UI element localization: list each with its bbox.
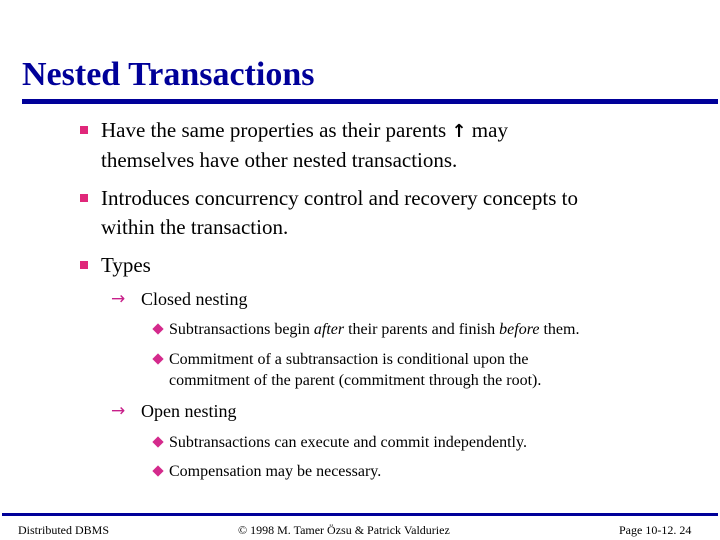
text: Commitment of a subtransaction is conditional upon the <box>169 351 529 368</box>
bullet-2-line2: within the transaction. <box>101 215 289 239</box>
bullet-1 <box>101 116 508 175</box>
diamond-bullet-icon <box>152 323 163 334</box>
open-item-1: Subtransactions can execute and commit independently. <box>169 434 527 451</box>
diamond-bullet-icon <box>152 436 163 447</box>
square-bullet-icon <box>80 194 88 202</box>
up-arrow-icon: ↑ <box>451 121 467 142</box>
bullet-1-text-cont: may <box>471 118 508 142</box>
arrow-bullet-icon: → <box>111 289 126 309</box>
text: their parents and finish <box>344 321 500 338</box>
arrow-bullet-icon: → <box>111 401 126 421</box>
square-bullet-icon <box>80 261 88 269</box>
bullet-1-text: Have the same properties as their parents <box>101 118 447 142</box>
text: commitment of the parent (commitment through the root). <box>169 372 542 389</box>
closed-item-2 <box>169 349 541 391</box>
bullet-1-line2: themselves have other nested transactions. <box>101 148 458 172</box>
square-bullet-icon <box>80 126 88 134</box>
closed-item-1 <box>169 319 579 340</box>
bullet-2 <box>101 184 578 242</box>
footer-left: Distributed DBMS <box>18 523 110 537</box>
footer-page-number: Page 10-12. 24 <box>619 523 692 537</box>
text: Subtransactions begin <box>169 321 314 338</box>
footer-center: © 1998 M. Tamer Özsu & Patrick Valduriez <box>238 523 450 537</box>
text: them. <box>539 321 580 338</box>
open-item-2: Compensation may be necessary. <box>169 463 382 480</box>
footer-rule <box>2 513 718 516</box>
bullet-2-text: Introduces concurrency control and recovery concepts to <box>101 186 578 210</box>
diamond-bullet-icon <box>152 353 163 364</box>
title-rule <box>22 99 718 104</box>
closed-nesting-label: Closed nesting <box>141 289 248 309</box>
text-italic: after <box>313 321 345 338</box>
open-nesting-label: Open nesting <box>141 401 237 421</box>
text-italic: before <box>499 321 540 338</box>
slide-title: Nested Transactions <box>22 56 315 93</box>
bullet-3: Types <box>101 253 151 277</box>
diamond-bullet-icon <box>152 465 163 476</box>
